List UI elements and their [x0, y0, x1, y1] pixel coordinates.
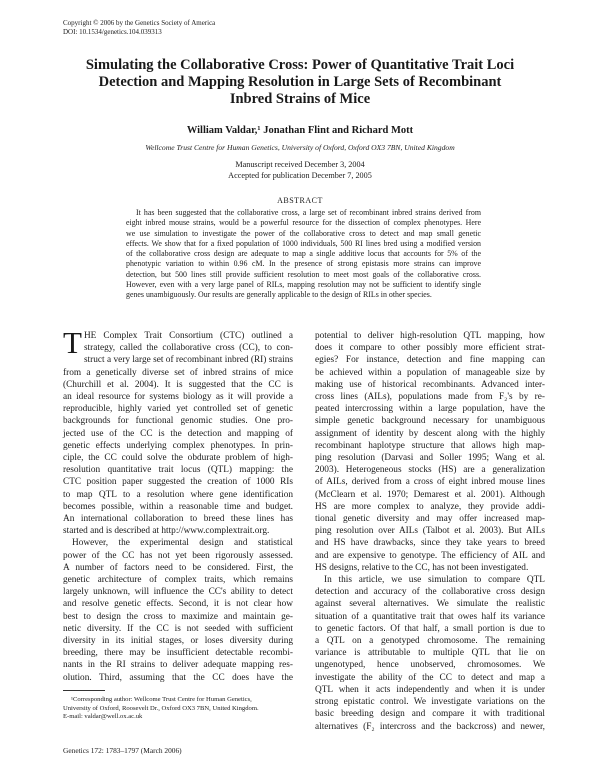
body-line: genetic effects underlying complex phenotypes. In prin-: [63, 440, 293, 451]
body-line: diversity in its initial stages, or loses diversity during: [63, 636, 293, 647]
footnote: [63, 696, 293, 722]
body-line: investigate the ability of the CC to detect and map a: [315, 672, 545, 683]
body-line: assignment of identity by descent along with the highly: [315, 428, 545, 439]
doi-line: DOI: 10.1534/genetics.104.039313: [63, 28, 162, 36]
body-line: QTL when it acts independently and when it is under: [315, 684, 545, 695]
abstract-heading: ABSTRACT: [277, 196, 323, 205]
body-line: does it compare to other possibly more efficient strat-: [315, 343, 545, 354]
footnote-rule: [63, 690, 105, 691]
body-line: an ideal resource for systems biology as it will provide a: [63, 392, 293, 403]
journal-header: [63, 19, 215, 37]
body-line: CTC position paper suggested the creation of 1000 RIs: [63, 477, 293, 488]
body-line: ping resolution over AILs (Talbot et al. 2003). But AILs: [315, 526, 545, 537]
drop-cap: T: [63, 325, 82, 360]
body-line: egies? For instance, detection and fine mapping can: [315, 355, 545, 366]
body-line: 2003). Heterogeneous stocks (HS) are a generalization: [315, 465, 545, 476]
body-line: cross lines (AILs), populations made from F₂'s by re-: [315, 392, 545, 403]
body-line: HS are more complex to analyze, they provide addi-: [315, 501, 545, 512]
body-line: tional genetic diversity and may offer increased map-: [315, 514, 545, 525]
body-line: ciple, the CC could solve the obdurate problem of high-: [63, 453, 293, 464]
body-line: (Churchill et al. 2004). It is suggested that the CC is: [63, 379, 293, 390]
body-line: situation of a quantitative trait that owes half its variance: [315, 611, 545, 622]
body-column-left: [63, 325, 293, 684]
affiliation: Wellcome Trust Centre for Human Genetics, University of Oxford, Oxford OX3 7BN, United Kingdom: [145, 143, 455, 152]
received-date: Manuscript received December 3, 2004: [235, 160, 365, 169]
body-line: (McClearn et al. 1970; Demarest et al. 2001). Although: [315, 489, 545, 500]
body-line: from a genetically diverse set of inbred strains of mice: [63, 367, 293, 378]
abstract-body: [126, 208, 481, 301]
body-line: ping resolution (Darvasi and Soller 1995; Wang et al.: [315, 453, 545, 464]
body-line: recombinant haplotype structure that allows high map-: [315, 440, 545, 451]
body-line: resolution quantitative trait locus (QTL) mapping: the: [63, 465, 293, 476]
body-line: However, the experimental design and statistical: [72, 538, 293, 549]
body-line: HE Complex Trait Consortium (CTC) outlined a: [83, 331, 293, 341]
body-line: alternatives (F₂ intercross and the backcross) and newer,: [315, 721, 545, 732]
body-line: best to design the cross to maximize and maintain ge-: [63, 611, 293, 622]
abstract-line: detection, but 500 lines still provide sufficient resolution to meet most goals of the collaborative cross.: [126, 269, 481, 279]
body-line: A number of factors need to be considered. First, the: [63, 562, 293, 573]
body-line: In this article, we use simulation to compare QTL: [324, 575, 545, 586]
body-column-right: [315, 330, 545, 733]
author-list: William Valdar,¹ Jonathan Flint and Richard Mott: [186, 125, 414, 136]
body-line: olution. Third, assuming that the CC does have the: [63, 672, 293, 683]
body-line: genetic architecture of complex traits, which remains: [63, 575, 293, 586]
body-line: reproducible, highly varied yet controlled set of genetic: [63, 404, 293, 415]
body-line: and resolve genetic effects. Second, it is not clear how: [63, 599, 293, 610]
footnote-line: E-mail: valdar@well.ox.ac.uk: [63, 713, 143, 721]
body-line: nants in the RI strains to deliver adequate mapping res-: [63, 660, 293, 671]
body-line: largely unknown, will influence the CC's ability to detect: [63, 587, 293, 598]
body-line: strong epistatic control. We investigate variations on the: [315, 697, 545, 708]
body-line: netic diversity. If the CC is not seeded with sufficient: [63, 623, 293, 634]
body-line: against several alternatives. We simulate the realistic: [315, 599, 545, 610]
body-line: simple genetic background necessary for unambiguous: [315, 416, 545, 427]
body-line: a QTL on a genotyped chromosome. The remaining: [315, 636, 545, 647]
body-line: jected use of the CC is the detection and mapping of: [63, 428, 293, 439]
body-line: variance is attributable to multiple QTL that lie on: [315, 648, 545, 659]
abstract-line: However, even with a very large panel of RILs, mapping resolution may not be sufficient to identify single: [126, 280, 481, 290]
body-line: ungenotyped, hence unobserved, chromosomes. We: [315, 660, 545, 671]
body-line: peated intercrossing within a large population, have the: [315, 404, 545, 415]
abstract-line: genes unambiguously. Our results are generally applicable to the design of RILs in other species.: [126, 290, 432, 300]
abstract-line: It has been suggested that the collaborative cross, a large set of recombinant inbred strains derived from: [136, 208, 481, 217]
abstract-line: eight inbred mouse strains, would be a powerful resource for the dissection of complex phenotypes. Here: [126, 218, 481, 228]
body-line: HS designs, relative to the CC, has not been investigated.: [315, 562, 529, 573]
body-line: making use of historical recombinants. Advanced inter-: [315, 379, 545, 390]
accepted-date: Accepted for publication December 7, 2005: [228, 171, 372, 180]
body-line: to map QTL to a resolution where gene identification: [63, 489, 293, 500]
body-line: of AILs, derived from a cross of eight inbred mouse lines: [315, 477, 545, 488]
body-line: detection and accuracy of the collaborative cross design: [315, 587, 545, 598]
body-line: started and is described at http://www.complextrait.org.: [63, 526, 270, 537]
copyright-line: Copyright © 2006 by the Genetics Society of America: [63, 19, 216, 27]
body-line: An international collaboration to breed these lines has: [63, 514, 293, 525]
abstract-line: of the collaborative cross design are adequate to map a single additive locus that accounts for 5% of the: [126, 249, 481, 259]
body-line: struct a very large set of recombinant inbred (RI) strains: [83, 355, 293, 366]
abstract-line: effects. We show that for a fixed population of 1000 individuals, 500 RI lines bred using a modified version: [126, 238, 481, 248]
footnote-line: University of Oxford, Roosevelt Dr., Oxford OX3 7BN, United Kingdom.: [63, 704, 259, 712]
body-line: becomes possible, within a reasonable time and budget.: [63, 501, 293, 512]
abstract-line: we use simulation to investigate the power of the collaborative cross to detect and map small genetic: [126, 228, 481, 238]
body-line: strategy, called the collaborative cross (CC), to con-: [83, 343, 293, 354]
body-line: and are expensive to genotype. The efficiency of AIL and: [315, 550, 545, 561]
body-line: to genetic factors. Of that half, a small portion is due to: [315, 623, 545, 634]
body-line: backgrounds for functional genomic studies. One pro-: [63, 416, 293, 427]
abstract-line: phenotypic variation to within 0.96 cM. In the presence of strong epistasis more strains can improve: [126, 259, 481, 269]
body-line: be achieved within a population of manageable size by: [315, 367, 545, 378]
journal-citation-footer: Genetics 172: 1783–1797 (March 2006): [63, 746, 182, 755]
article-title: Simulating the Collaborative Cross: Power of Quantitative Trait Loci Detection and Mapping Resolution in Large Sets of Recombinant Inbred Strains of Mice: [85, 57, 515, 107]
body-line: potential to deliver high-resolution QTL mapping, how: [315, 331, 545, 341]
manuscript-dates: [0, 159, 600, 181]
body-line: breeding, there may be insufficient detectable recombi-: [63, 648, 293, 659]
body-line: and HS have drawbacks, since they take years to breed: [315, 538, 545, 549]
body-line: power of the CC has not yet been rigorously assessed.: [63, 550, 293, 561]
body-line: basic breeding design and compare it with traditional: [315, 709, 545, 720]
footnote-line: ¹Corresponding author: Wellcome Trust Centre for Human Genetics,: [71, 696, 252, 703]
